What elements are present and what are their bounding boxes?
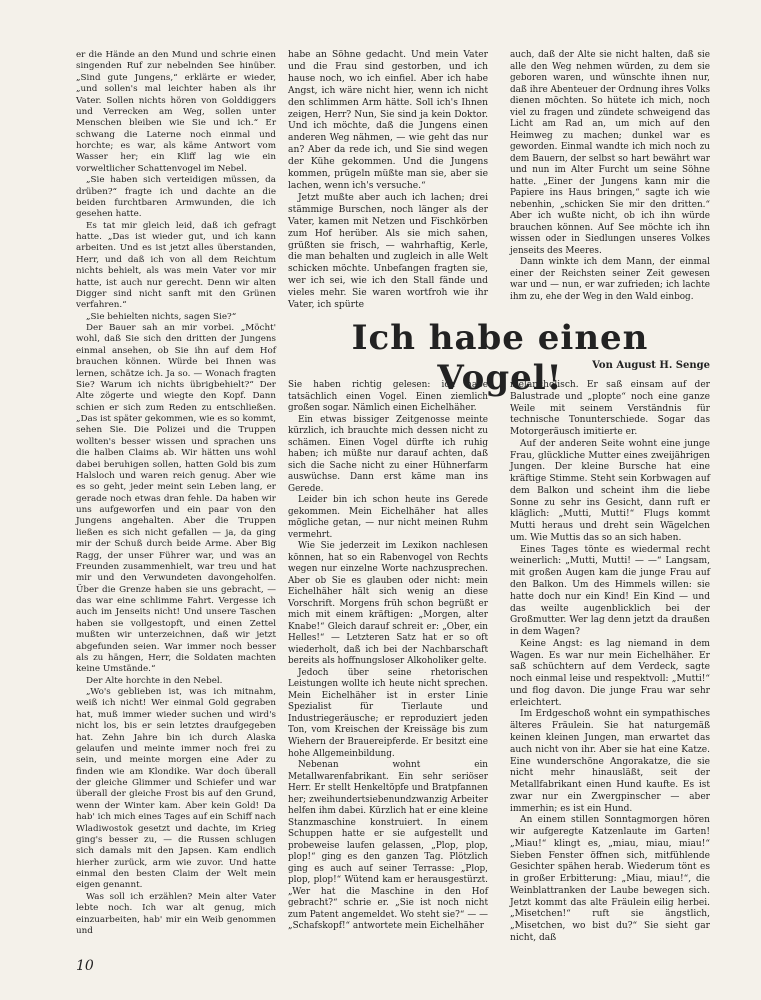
paragraph: melancholisch. Er saß einsam auf der Balustrade und „plopte“ noch eine ganze Weile mit seinem Verständnis für technische Tonunterschiede. Sogar das Motorgeräusch imitierte er. xyxy=(510,380,710,438)
paragraph: Keine Angst: es lag niemand in dem Wagen. Es war nur mein Eichelhäher. Er saß schüchtern auf dem Verdeck, sagte noch einmal leise und respektvoll: „Mutti!“ und flog davon. Die junge Frau war sehr erleichtert. xyxy=(510,638,710,708)
column-left xyxy=(76,50,276,937)
column-right-top xyxy=(510,50,710,303)
paragraph: Nebenan wohnt ein Metallwarenfabrikant. Ein sehr seriöser Herr. Er stellt Henkeltöpfe und Bratpfannen her; zweihundertsiebenundzwanzig Arbeiter helfen ihm dabei. Kürzlich hat er eine kleine Stanzmaschine konstruiert. In einem Schuppen hatte er sie aufgestellt und probeweise laufen gelassen, „Plop, plop, plop!“ ging es den ganzen Tag. Plötzlich ging es auch auf seiner Terrasse: „Plop, plop, plop!“ Wütend kam er herausgestürzt. „Wer hat die Maschine in den Hof gebracht?“ schrie er. „Sie ist noch nicht zum Patent angemeldet. Wo steht sie?“ — — „Schafskopf!“ antwortete mein Eichelhäher xyxy=(288,760,488,932)
paragraph: Im Erdgeschoß wohnt ein sympathisches älteres Fräulein. Sie hat naturgemäß keinen kleinen Jungen, man erwartet das auch nicht von ihr. Aber sie hat eine Katze. Eine wunderschöne Angorakatze, die sie nicht mehr hinausläßt, seit der Metallfabrikant einen Hund kaufte. Es ist zwar nur ein Zwergpinscher — aber immerhin; es ist ein Hund. xyxy=(510,709,710,814)
column-middle-article xyxy=(288,380,488,933)
article-byline: Von August H. Senge xyxy=(592,360,710,371)
paragraph: „Wo's geblieben ist, was ich mitnahm, weiß ich nicht! Wer einmal Gold gegraben hat, muß immer wieder suchen und wird's nicht los, bis er sein letztes draufgegeben hat. Zehn Jahre bin ich durch Alaska gelaufen und meinte immer noch frei zu sein, und meinte morgen eine Ader zu finden wie am Klondike. War doch überall der gleiche Glimmer und Schiefer und war überall der gleiche Frost bis auf den Grund, wenn der Winter kam. Aber kein Gold! Da hab' ich mich eines Tages auf ein Schiff nach Wladiwostok gesetzt und dachte, im Krieg ging's besser zu, — die Russen schlugen sich damals mit den Japsen. Kam endlich hierher zurück, arm wie zuvor. Und hatte einmal den besten Claim der Welt mein eigen genannt. xyxy=(76,687,276,891)
paragraph: Der Alte horchte in den Nebel. xyxy=(86,675,223,686)
paragraph: Eines Tages tönte es wiedermal recht weinerlich: „Mutti, Mutti! — —“ Langsam, mit großen Augen kam die junge Frau auf den Balkon. Um des Himmels willen: sie hatte doch nur ein Kind! Ein Kind — und das weilte augenblicklich bei der Großmutter. Wer lag denn jetzt da draußen in dem Wagen? xyxy=(510,544,710,638)
paragraph: habe an Söhne gedacht. Und mein Vater und die Frau sind gestorben, und ich hause noch, wo ich einfiel. Aber ich habe Angst, ich wäre nicht hier, wenn ich nicht den schlimmen Arm hätte. Soll ich's Ihnen zeigen, Herr? Nun, Sie sind ja kein Doktor. Und ich möchte, daß die Jungens einen anderen Weg nähmen, — wie geht das nur an? Aber da rede ich, und Sie sind wegen der Kühe gekommen. Und die Jungens kommen, prügeln müßte man sie, aber sie lachen, wenn ich's versuche.“ xyxy=(288,50,488,191)
paragraph: „Sie behielten nichts, sagen Sie?“ xyxy=(86,311,237,322)
paragraph: Sie haben richtig gelesen: ich habe tatsächlich einen Vogel. Einen ziemlich großen sogar. Nämlich einen Eichelhäher. xyxy=(288,380,488,414)
paragraph: Ein etwas bissiger Zeitgenosse meinte kürzlich, ich brauchte mich dessen nicht zu schämen. Einen Vogel dürfte ich ruhig haben; ich müßte nur darauf achten, daß sich die Sache nicht zu einer Hühnerfarm auswüchse. Dann erst käme man ins Gerede. xyxy=(288,414,488,494)
paragraph: Es tat mir gleich leid, daß ich gefragt hatte. „Das ist wieder gut, und ich kann arbeiten. Und es ist jetzt alles überstanden, Herr, und daß ich von all dem Reichtum nichts behielt, als was mein Vater vor mir hatte, ist auch nur gerecht. Denn wir alten Digger sind nicht sanft mit den Grünen verfahren.“ xyxy=(76,220,276,311)
paragraph: Leider bin ich schon heute ins Gerede gekommen. Mein Eichelhäher hat alles mögliche getan, — nur nicht meinen Ruhm vermehrt. xyxy=(288,495,488,540)
paragraph: Was soll ich erzählen? Mein alter Vater lebte noch. Ich war alt genug, mich einzuarbeiten, hab' mir ein Weib genommen und xyxy=(76,891,276,936)
paragraph: Jetzt mußte aber auch ich lachen; drei stämmige Burschen, noch länger als der Vater, kamen mit Netzen und Fischkörben zum Hof herüber. Als sie mich sahen, grüßten sie frisch, — wahrhaftig, Kerle, die man behalten und zugleich in alle Welt schicken möchte. Unbefangen fragten sie, wer ich sei, wie ich den Stall fände und vieles mehr. Sie waren wortfroh wie ihr Vater, ich spürte xyxy=(288,192,488,311)
paragraph: Dann winkte ich dem Mann, der einmal einer der Reichsten seiner Zeit gewesen war und — nun, er war zufrieden; ich lachte ihm zu, ehe der Weg in den Wald einbog. xyxy=(510,257,710,302)
paragraph: auch, daß der Alte sie nicht halten, daß sie alle den Weg nehmen würden, zu dem sie geboren waren, und wünschte ihnen nur, daß ihre Abenteuer der Ordnung ihres Volks dienen möchten. So hütete ich mich, noch viel zu fragen und zündete schweigend das Licht am Rad an, um mich auf den Heimweg zu machen; dunkel war es geworden. Einmal wandte ich mich noch zu dem Bauern, der selbst so hart bewährt war und nun im Alter Furcht um seine Söhne hatte. „Einer der Jungens kann mir die Papiere ins Haus bringen,“ sagte ich wie nebenhin, „schicken Sie mir den dritten.“ Aber ich wußte nicht, ob ich ihn würde brauchen können. Auf See möchte ich ihn wissen oder in Siedlungen unseres Volkes jenseits des Meeres. xyxy=(510,50,710,256)
paragraph: Wie Sie jederzeit im Lexikon nachlesen können, hat so ein Rabenvogel von Rechts wegen nur einzelne Worte nachzusprechen. Aber ob Sie es glauben oder nicht: mein Eichelhäher hält sich wenig an diese Vorschrift. Morgens früh schon begrüßt er mich mit einem kräftigen: „Morgen, alter Knabe!“ Gleich darauf schreit er: „Ober, ein Helles!“ — Letzteren Satz hat er so oft wiederholt, daß ich bei der Nachbarschaft bereits als hoffnungsloser Alkoholiker gelte. xyxy=(288,541,488,667)
paragraph: er die Hände an den Mund und schrie einen singenden Ruf zur nebelnden See hinüber. „Sind gute Jungens,“ erklärte er wieder, „und sollen's mal leichter haben als ihr Vater. Sollen nichts hören von Golddiggers und Verrecken am Weg, sollen unter Menschen bleiben wie Sie und ich.“ Er schwang die Laterne noch einmal und horchte; es war, als käme Antwort vom Wasser her; ein Kliff lag wie ein vorweltlicher Schattenvogel im Nebel. xyxy=(76,50,276,174)
article-title: Ich habe einen Vogel! xyxy=(351,318,649,398)
paragraph: Auf der anderen Seite wohnt eine junge Frau, glückliche Mutter eines zweijährigen Jungen. Der kleine Bursche hat eine kräftige Stimme. Steht sein Korbwagen auf dem Balkon und scheint ihm die liebe Sonne zu sehr ins Gesicht, dann ruft er kläglich: „Mutti, Mutti!“ Flugs kommt Mutti heraus und dreht sein Wägelchen um. Wie Muttis das so an sich haben. xyxy=(510,438,710,543)
paragraph: Jedoch über seine rhetorischen Leistungen wollte ich heute nicht sprechen. Mein Eichelhäher ist in erster Linie Spezialist für Tierlaute und Industriegeräusche; er reproduziert jeden Ton, vom Kreischen der Kreissäge bis zum Wiehern der Brauereipferde. Er besitzt eine hohe Allgemeinbildung. xyxy=(288,667,488,759)
paragraph: An einem stillen Sonntagmorgen hören wir aufgeregte Katzenlaute im Garten! „Miau!“ klingt es, „miau, miau, miau!“ Sieben Fenster öffnen sich, mitfühlende Gesichter spähen herab. Wiederum tönt es in großer Erbitterung: „Miau, miau!“, die Weinblattranken der Laube bewegen sich. Jetzt kommt das alte Fräulein eilig herbei. „Misetchen!“ ruft sie ängstlich, „Misetchen, wo bist du?“ Sie sieht gar nicht, daß xyxy=(510,815,710,943)
column-right-article xyxy=(510,380,710,945)
paragraph: „Sie haben sich verteidigen müssen, da drüben?“ fragte ich und dachte an die beiden furchtbaren Armwunden, die ich gesehen hatte. xyxy=(76,175,276,220)
paragraph: Der Bauer sah an mir vorbei. „Möcht' wohl, daß Sie sich den dritten der Jungens einmal ansehen, ob Sie ihn auf dem Hof brauchen können. Würde bei Ihnen was lernen, schätze ich. Ja so. — Wonach fragten Sie? Warum ich nichts übrigbehielt?“ Der Alte zögerte und wiegte den Kopf. Dann schien er sich zum Reden zu entschließen. „Das ist später gekommen, wie es so kommt, sehen Sie. Die Polizei und die Truppen wollten's besser wissen und sprachen uns die halben Claims ab. Wir hätten uns wohl dabei beruhigen sollen, hatten Gold bis zum Halsloch und waren reich genug. Aber wie es so geht, jeder meint sein Leben lang, er gerade noch etwas dran fehle. Da haben wir uns aufgeworfen und ein paar von den Jungens angehalten. Aber die Truppen ließen es sich nicht gefallen — ja, da ging mir der Schuß durch beide Arme. Aber Big Ragg, der unser Führer war, und was an Freunden zusammenhielt, war treu und hat mir und den Verwundeten davongeholfen. Über die Grenze haben sie uns gebracht, — das war eine schlimme Fahrt. Vergesse ich auch im Jenseits nicht! Und unsere Taschen haben sie vollgestopft, und einen Zettel mußten wir unterzeichnen, daß wir jetzt abgefunden seien. War immer noch besser als zu hängen, Herr, die Soldaten machten keine Umstände.“ xyxy=(76,323,276,675)
column-middle-top xyxy=(288,50,488,312)
page-number: 10 xyxy=(76,958,94,974)
